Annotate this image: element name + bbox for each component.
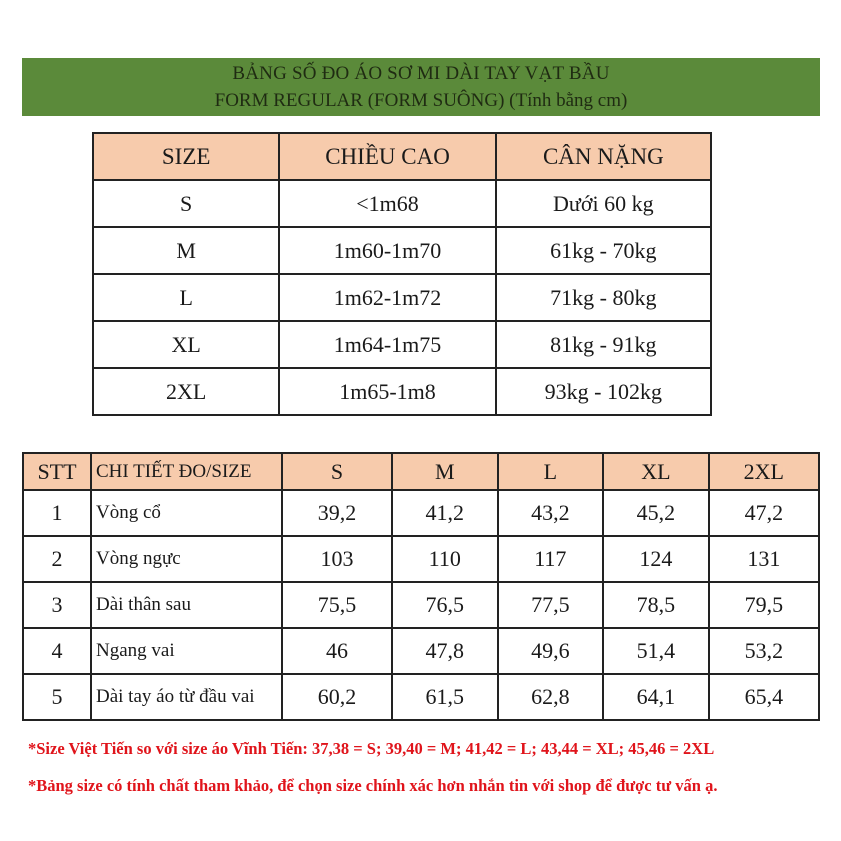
header-size-xl: XL — [603, 453, 709, 490]
cell-value: 60,2 — [282, 674, 392, 720]
banner-title-line1: BẢNG SỐ ĐO ÁO SƠ MI DÀI TAY VẠT BẦU — [232, 63, 610, 84]
cell-value: 45,2 — [603, 490, 709, 536]
table-row — [93, 274, 711, 321]
cell-size: S — [93, 180, 279, 227]
title-banner — [22, 58, 820, 116]
table-row — [23, 582, 819, 628]
cell-value: 79,5 — [709, 582, 819, 628]
cell-value: 124 — [603, 536, 709, 582]
banner-title-line2: FORM REGULAR (FORM SUÔNG) (Tính bằng cm) — [214, 90, 628, 111]
cell-value: 61,5 — [392, 674, 498, 720]
cell-detail: Ngang vai — [91, 628, 282, 674]
cell-value: 75,5 — [282, 582, 392, 628]
table-row — [23, 536, 819, 582]
header-size: SIZE — [93, 133, 279, 180]
cell-value: 64,1 — [603, 674, 709, 720]
header-size-2xl: 2XL — [709, 453, 819, 490]
table-header-row — [23, 453, 819, 490]
cell-value: 39,2 — [282, 490, 392, 536]
cell-height: 1m62-1m72 — [279, 274, 495, 321]
cell-size: XL — [93, 321, 279, 368]
table-row — [93, 227, 711, 274]
cell-height: 1m65-1m8 — [279, 368, 495, 415]
cell-value: 41,2 — [392, 490, 498, 536]
header-size-s: S — [282, 453, 392, 490]
cell-value: 110 — [392, 536, 498, 582]
table-row — [23, 490, 819, 536]
cell-value: 131 — [709, 536, 819, 582]
size-height-weight-table — [92, 132, 712, 416]
cell-stt: 3 — [23, 582, 91, 628]
cell-stt: 1 — [23, 490, 91, 536]
cell-detail: Dài tay áo từ đầu vai — [91, 674, 282, 720]
header-height: CHIỀU CAO — [279, 133, 495, 180]
table-row — [93, 321, 711, 368]
cell-value: 62,8 — [498, 674, 604, 720]
cell-value: 49,6 — [498, 628, 604, 674]
size-conversion-note: *Size Việt Tiến so với size áo Vĩnh Tiến: 37,38 = S; 39,40 = M; 41,42 = L; 43,44 = XL; 45,46 = 2XL — [28, 739, 715, 758]
reference-disclaimer-note: *Bảng size có tính chất tham khảo, để chọn size chính xác hơn nhắn tin với shop để được tư vấn ạ. — [28, 776, 718, 795]
cell-size: L — [93, 274, 279, 321]
cell-detail: Vòng cổ — [91, 490, 282, 536]
header-detail: CHI TIẾT ĐO/SIZE — [91, 453, 282, 490]
cell-value: 46 — [282, 628, 392, 674]
cell-weight: Dưới 60 kg — [496, 180, 711, 227]
cell-value: 43,2 — [498, 490, 604, 536]
cell-size: M — [93, 227, 279, 274]
cell-value: 77,5 — [498, 582, 604, 628]
cell-value: 103 — [282, 536, 392, 582]
cell-weight: 71kg - 80kg — [496, 274, 711, 321]
cell-value: 65,4 — [709, 674, 819, 720]
measurement-table — [22, 452, 820, 721]
header-stt: STT — [23, 453, 91, 490]
cell-value: 53,2 — [709, 628, 819, 674]
cell-weight: 81kg - 91kg — [496, 321, 711, 368]
table-row — [93, 368, 711, 415]
cell-stt: 5 — [23, 674, 91, 720]
cell-value: 117 — [498, 536, 604, 582]
cell-value: 51,4 — [603, 628, 709, 674]
cell-value: 76,5 — [392, 582, 498, 628]
header-weight: CÂN NẶNG — [496, 133, 711, 180]
table-row — [93, 180, 711, 227]
header-size-l: L — [498, 453, 604, 490]
header-size-m: M — [392, 453, 498, 490]
cell-value: 78,5 — [603, 582, 709, 628]
table-header-row — [93, 133, 711, 180]
cell-weight: 93kg - 102kg — [496, 368, 711, 415]
cell-height: 1m60-1m70 — [279, 227, 495, 274]
cell-weight: 61kg - 70kg — [496, 227, 711, 274]
table-row — [23, 674, 819, 720]
cell-detail: Vòng ngực — [91, 536, 282, 582]
cell-height: <1m68 — [279, 180, 495, 227]
cell-height: 1m64-1m75 — [279, 321, 495, 368]
cell-detail: Dài thân sau — [91, 582, 282, 628]
cell-value: 47,2 — [709, 490, 819, 536]
cell-value: 47,8 — [392, 628, 498, 674]
table-row — [23, 628, 819, 674]
cell-stt: 2 — [23, 536, 91, 582]
cell-size: 2XL — [93, 368, 279, 415]
cell-stt: 4 — [23, 628, 91, 674]
